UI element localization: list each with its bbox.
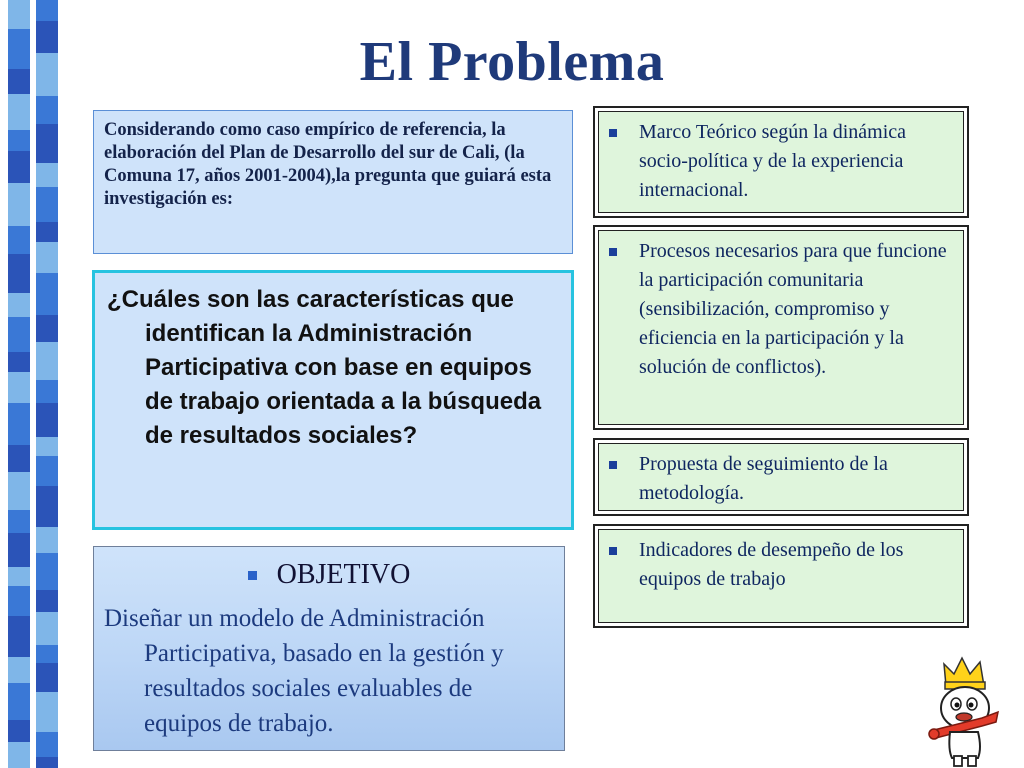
decorative-strip-block (8, 0, 30, 29)
decorative-strip-block (36, 612, 58, 645)
decorative-strip-block (36, 590, 58, 612)
item-text: Propuesta de seguimiento de la metodología. (639, 453, 888, 504)
item-box-propuesta (593, 438, 969, 516)
objective-text: Diseñar un modelo de Administración Participativa, basado en la gestión y resultados sociales evaluables de equipos de trabajo. (104, 605, 504, 737)
decorative-strip-block (36, 692, 58, 732)
decorative-strip-block (8, 533, 30, 567)
decorative-strip-block (8, 586, 30, 616)
square-bullet-icon (609, 547, 617, 555)
research-question-box (92, 270, 574, 530)
decorative-strip-block (36, 527, 58, 553)
decorative-strip-block (36, 242, 58, 273)
objective-heading-label: OBJETIVO (276, 559, 411, 590)
context-text: Considerando como caso empírico de referencia, la elaboración del Plan de Desarrollo del sur de Cali, (la Comuna 17, años 2001-2004),la pregunta que guiará esta investigación es: (104, 120, 552, 209)
decorative-strip-block (8, 130, 30, 151)
decorative-left-strip (0, 0, 64, 768)
decorative-strip-block (36, 553, 58, 590)
decorative-strip-block (8, 616, 30, 657)
decorative-strip-block (36, 456, 58, 486)
item-text: Indicadores de desempeño de los equipos de trabajo (639, 539, 904, 590)
crowned-mascot-icon (926, 652, 1006, 768)
item-box-indicadores (593, 524, 969, 628)
decorative-strip-block (8, 403, 30, 445)
square-bullet-icon (609, 248, 617, 256)
decorative-strip-block (36, 0, 58, 21)
decorative-strip-block (8, 183, 30, 226)
decorative-strip-block (8, 742, 30, 768)
decorative-strip-block (36, 437, 58, 456)
decorative-strip-block (8, 657, 30, 683)
decorative-strip-column (36, 0, 58, 768)
square-bullet-icon (609, 129, 617, 137)
context-box (93, 110, 573, 254)
decorative-strip-block (36, 486, 58, 527)
decorative-strip-block (8, 472, 30, 510)
objective-box (93, 546, 565, 751)
item-text: Procesos necesarios para que funcione la participación comunitaria (sensibilización, compromiso y eficiencia en la participación y la solución de conflictos). (639, 240, 947, 378)
decorative-strip-block (36, 403, 58, 437)
item-text: Marco Teórico según la dinámica socio-política y de la experiencia internacional. (639, 121, 907, 201)
objective-heading (104, 555, 554, 595)
decorative-strip-block (8, 567, 30, 586)
item-box-procesos (593, 225, 969, 430)
decorative-strip-column (8, 0, 30, 768)
decorative-strip-block (8, 226, 30, 254)
decorative-strip-block (36, 732, 58, 757)
item-box-marco-teorico (593, 106, 969, 218)
decorative-strip-block (8, 445, 30, 472)
decorative-strip-block (8, 720, 30, 742)
decorative-strip-block (8, 317, 30, 352)
slide-title: El Problema (359, 31, 665, 93)
decorative-strip-block (36, 757, 58, 768)
decorative-strip-block (36, 663, 58, 692)
decorative-strip-block (36, 380, 58, 403)
decorative-strip-block (8, 510, 30, 533)
decorative-strip-block (36, 187, 58, 222)
decorative-strip-block (8, 293, 30, 317)
decorative-strip-block (36, 342, 58, 380)
research-question-text: ¿Cuáles son las características que identifican la Administración Participativa con base en equipos de trabajo orientada a la búsqueda de resultados sociales? (107, 286, 542, 449)
decorative-strip-block (36, 222, 58, 242)
decorative-strip-block (36, 163, 58, 187)
decorative-strip-block (8, 94, 30, 130)
square-bullet-icon (248, 571, 257, 580)
square-bullet-icon (609, 461, 617, 469)
decorative-strip-block (36, 645, 58, 663)
decorative-strip-block (8, 372, 30, 403)
decorative-strip-block (36, 273, 58, 315)
decorative-strip-block (8, 254, 30, 293)
decorative-strip-block (36, 96, 58, 124)
decorative-strip-block (8, 352, 30, 372)
decorative-strip-block (8, 683, 30, 720)
decorative-strip-block (36, 124, 58, 163)
decorative-strip-block (8, 151, 30, 183)
decorative-strip-block (36, 315, 58, 342)
